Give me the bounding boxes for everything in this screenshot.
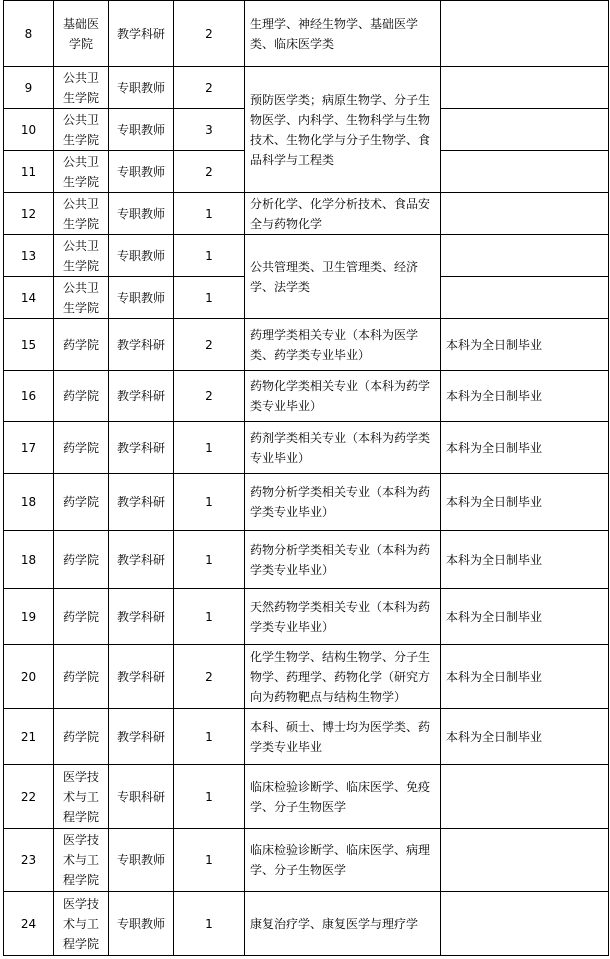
headcount-cell: 2 bbox=[174, 371, 245, 422]
position-type-cell: 教学科研 bbox=[109, 709, 174, 765]
table-row bbox=[4, 892, 609, 956]
position-type-cell: 专职教师 bbox=[109, 109, 174, 151]
table-row bbox=[4, 645, 609, 709]
major-requirement-cell: 分析化学、化学分析技术、食品安全与药物化学 bbox=[245, 193, 441, 235]
row-number: 18 bbox=[4, 474, 54, 531]
department-cell: 药学院 bbox=[54, 531, 109, 589]
row-number: 14 bbox=[4, 277, 54, 319]
position-type-cell: 教学科研 bbox=[109, 319, 174, 371]
row-number: 12 bbox=[4, 193, 54, 235]
table-row bbox=[4, 319, 609, 371]
major-requirement-cell: 公共管理类、卫生管理类、经济学、法学类 bbox=[245, 235, 441, 319]
table-row bbox=[4, 193, 609, 235]
department-cell: 公共卫生学院 bbox=[54, 277, 109, 319]
position-type-cell: 教学科研 bbox=[109, 371, 174, 422]
note-cell: 本科为全日制毕业 bbox=[441, 645, 609, 709]
headcount-cell: 1 bbox=[174, 277, 245, 319]
note-cell bbox=[441, 109, 609, 151]
position-type-cell: 教学科研 bbox=[109, 531, 174, 589]
table-row bbox=[4, 589, 609, 645]
major-requirement-cell: 药物化学类相关专业（本科为药学类专业毕业） bbox=[245, 371, 441, 422]
row-number: 16 bbox=[4, 371, 54, 422]
department-cell: 药学院 bbox=[54, 371, 109, 422]
department-cell: 公共卫生学院 bbox=[54, 109, 109, 151]
department-cell: 药学院 bbox=[54, 709, 109, 765]
table-row bbox=[4, 235, 609, 277]
position-type-cell: 专职教师 bbox=[109, 892, 174, 956]
note-cell: 本科为全日制毕业 bbox=[441, 709, 609, 765]
position-type-cell: 专职教师 bbox=[109, 235, 174, 277]
row-number: 21 bbox=[4, 709, 54, 765]
headcount-cell: 1 bbox=[174, 235, 245, 277]
department-cell: 公共卫生学院 bbox=[54, 235, 109, 277]
department-cell: 药学院 bbox=[54, 474, 109, 531]
table-row bbox=[4, 474, 609, 531]
department-cell: 公共卫生学院 bbox=[54, 151, 109, 193]
headcount-cell: 2 bbox=[174, 1, 245, 67]
row-number: 24 bbox=[4, 892, 54, 956]
table-row bbox=[4, 709, 609, 765]
table-row bbox=[4, 371, 609, 422]
note-cell bbox=[441, 829, 609, 892]
row-number: 15 bbox=[4, 319, 54, 371]
row-number: 20 bbox=[4, 645, 54, 709]
department-cell: 医学技术与工程学院 bbox=[54, 829, 109, 892]
note-cell bbox=[441, 277, 609, 319]
headcount-cell: 1 bbox=[174, 709, 245, 765]
position-type-cell: 教学科研 bbox=[109, 589, 174, 645]
major-requirement-cell: 药物分析学类相关专业（本科为药学类专业毕业） bbox=[245, 474, 441, 531]
department-cell: 公共卫生学院 bbox=[54, 193, 109, 235]
table-row bbox=[4, 829, 609, 892]
major-requirement-cell: 生理学、神经生物学、基础医学类、临床医学类 bbox=[245, 1, 441, 67]
note-cell bbox=[441, 67, 609, 109]
major-requirement-cell: 临床检验诊断学、临床医学、病理学、分子生物医学 bbox=[245, 829, 441, 892]
department-cell: 基础医学院 bbox=[54, 1, 109, 67]
note-cell: 本科为全日制毕业 bbox=[441, 589, 609, 645]
note-cell bbox=[441, 892, 609, 956]
row-number: 9 bbox=[4, 67, 54, 109]
row-number: 18 bbox=[4, 531, 54, 589]
position-type-cell: 教学科研 bbox=[109, 422, 174, 474]
headcount-cell: 1 bbox=[174, 474, 245, 531]
headcount-cell: 1 bbox=[174, 531, 245, 589]
note-cell: 本科为全日制毕业 bbox=[441, 474, 609, 531]
department-cell: 医学技术与工程学院 bbox=[54, 892, 109, 956]
headcount-cell: 1 bbox=[174, 892, 245, 956]
row-number: 23 bbox=[4, 829, 54, 892]
major-requirement-cell: 天然药物学类相关专业（本科为药学类专业毕业） bbox=[245, 589, 441, 645]
major-requirement-cell: 药剂学类相关专业（本科为药学类专业毕业） bbox=[245, 422, 441, 474]
headcount-cell: 1 bbox=[174, 422, 245, 474]
note-cell: 本科为全日制毕业 bbox=[441, 422, 609, 474]
note-cell bbox=[441, 151, 609, 193]
table-row bbox=[4, 531, 609, 589]
major-requirement-cell: 本科、硕士、博士均为医学类、药学类专业毕业 bbox=[245, 709, 441, 765]
note-cell bbox=[441, 1, 609, 67]
headcount-cell: 2 bbox=[174, 645, 245, 709]
major-requirement-cell: 药物分析学类相关专业（本科为药学类专业毕业） bbox=[245, 531, 441, 589]
note-cell: 本科为全日制毕业 bbox=[441, 371, 609, 422]
note-cell bbox=[441, 765, 609, 829]
department-cell: 药学院 bbox=[54, 589, 109, 645]
row-number: 22 bbox=[4, 765, 54, 829]
row-number: 11 bbox=[4, 151, 54, 193]
headcount-cell: 1 bbox=[174, 765, 245, 829]
department-cell: 药学院 bbox=[54, 645, 109, 709]
row-number: 19 bbox=[4, 589, 54, 645]
position-type-cell: 教学科研 bbox=[109, 1, 174, 67]
note-cell: 本科为全日制毕业 bbox=[441, 531, 609, 589]
major-requirement-cell: 药理学类相关专业（本科为医学类、药学类专业毕业） bbox=[245, 319, 441, 371]
department-cell: 公共卫生学院 bbox=[54, 67, 109, 109]
row-number: 17 bbox=[4, 422, 54, 474]
headcount-cell: 2 bbox=[174, 151, 245, 193]
position-type-cell: 专职教师 bbox=[109, 193, 174, 235]
position-type-cell: 专职教师 bbox=[109, 67, 174, 109]
major-requirement-cell: 化学生物学、结构生物学、分子生物学、药理学、药物化学（研究方向为药物靶点与结构生物学） bbox=[245, 645, 441, 709]
note-cell: 本科为全日制毕业 bbox=[441, 319, 609, 371]
row-number: 13 bbox=[4, 235, 54, 277]
major-requirement-cell: 预防医学类；病原生物学、分子生物医学、内科学、生物科学与生物技术、生物化学与分子生物学、食品科学与工程类 bbox=[245, 67, 441, 193]
table-row bbox=[4, 67, 609, 109]
table-row bbox=[4, 1, 609, 67]
table-row bbox=[4, 422, 609, 474]
headcount-cell: 2 bbox=[174, 67, 245, 109]
department-cell: 医学技术与工程学院 bbox=[54, 765, 109, 829]
position-type-cell: 教学科研 bbox=[109, 645, 174, 709]
position-type-cell: 专职教师 bbox=[109, 829, 174, 892]
headcount-cell: 3 bbox=[174, 109, 245, 151]
department-cell: 药学院 bbox=[54, 319, 109, 371]
position-type-cell: 专职科研 bbox=[109, 765, 174, 829]
headcount-cell: 1 bbox=[174, 589, 245, 645]
headcount-cell: 1 bbox=[174, 193, 245, 235]
row-number: 10 bbox=[4, 109, 54, 151]
positions-table bbox=[3, 0, 609, 956]
major-requirement-cell: 临床检验诊断学、临床医学、免疫学、分子生物医学 bbox=[245, 765, 441, 829]
position-type-cell: 专职教师 bbox=[109, 151, 174, 193]
headcount-cell: 2 bbox=[174, 319, 245, 371]
note-cell bbox=[441, 235, 609, 277]
row-number: 8 bbox=[4, 1, 54, 67]
note-cell bbox=[441, 193, 609, 235]
position-type-cell: 教学科研 bbox=[109, 474, 174, 531]
table-row bbox=[4, 765, 609, 829]
headcount-cell: 1 bbox=[174, 829, 245, 892]
department-cell: 药学院 bbox=[54, 422, 109, 474]
major-requirement-cell: 康复治疗学、康复医学与理疗学 bbox=[245, 892, 441, 956]
position-type-cell: 专职教师 bbox=[109, 277, 174, 319]
